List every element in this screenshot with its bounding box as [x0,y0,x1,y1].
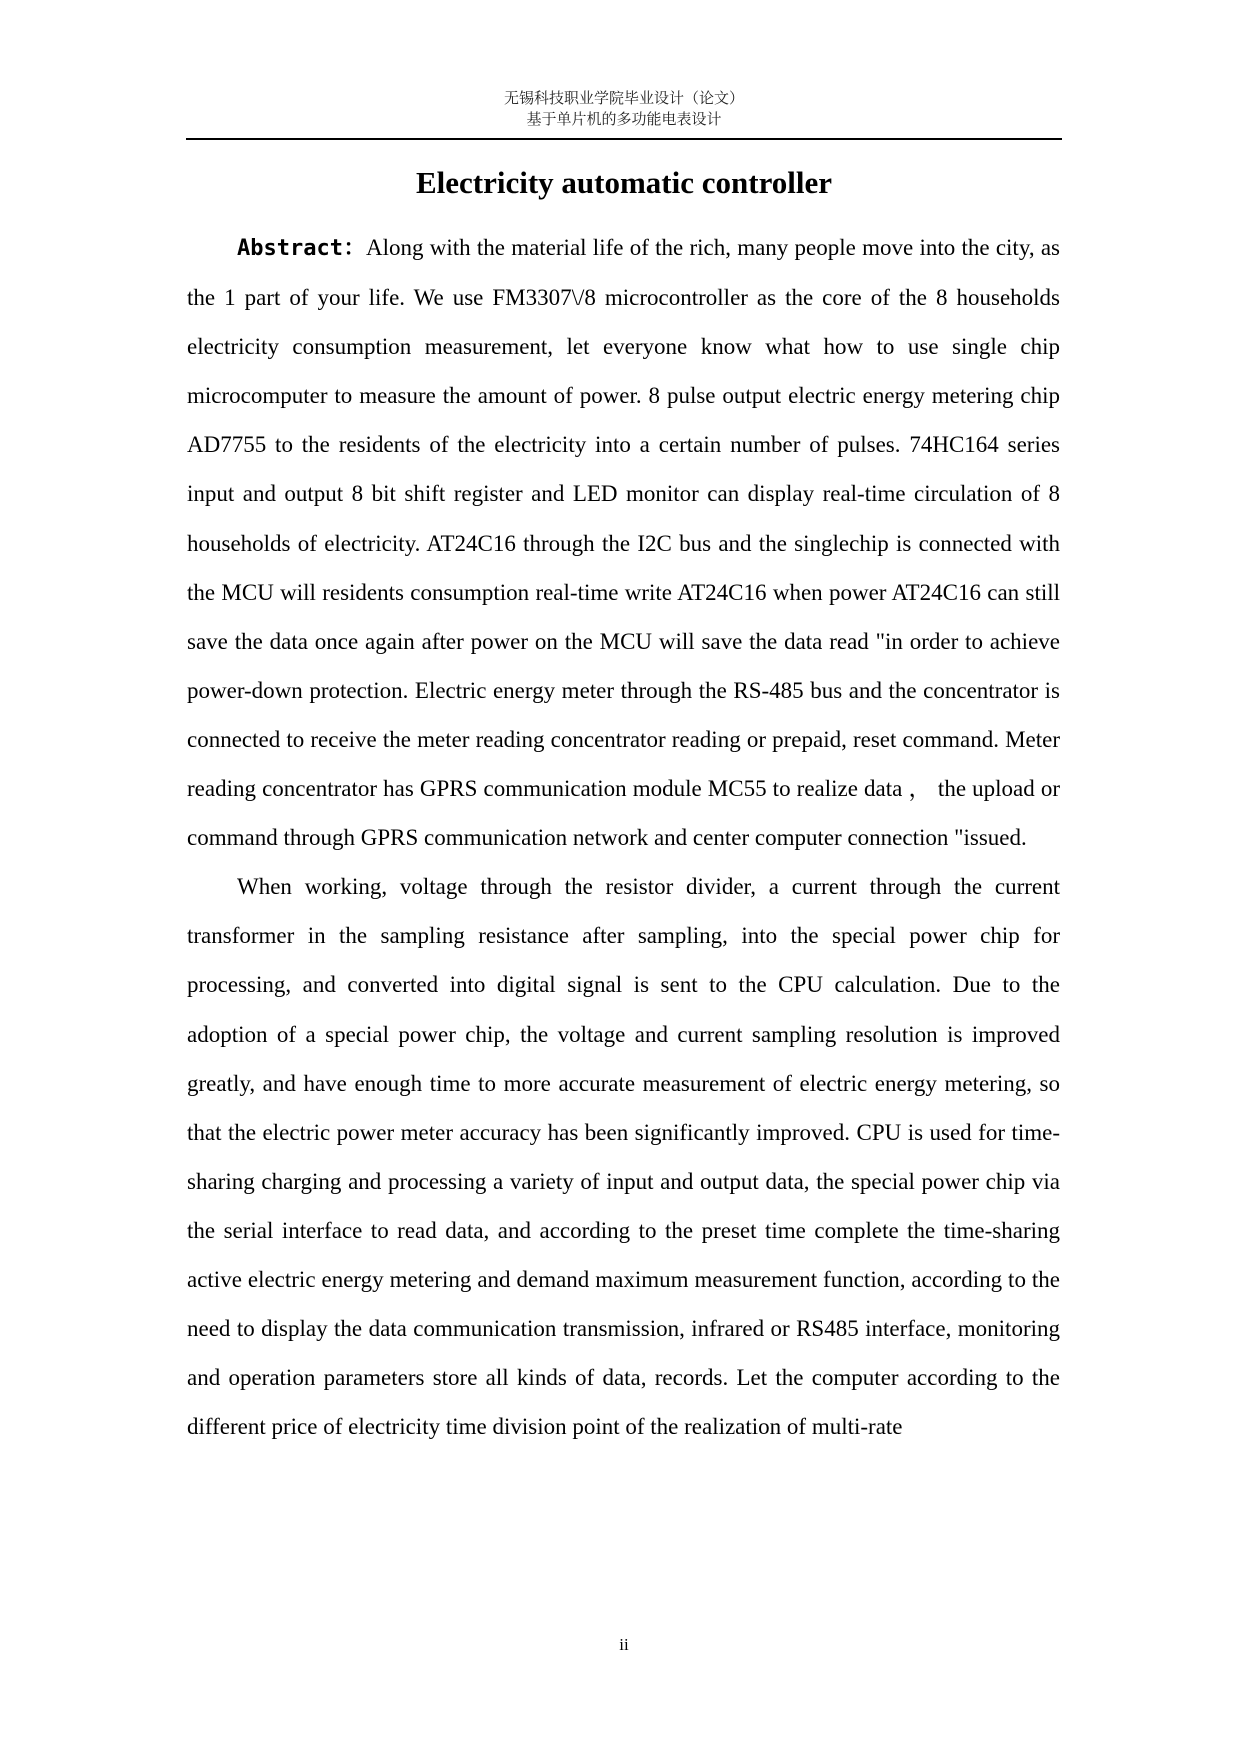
body-paragraph: When working, voltage through the resistor divider, a current through the current transformer in the sampling resistance after sampling, into the special power chip for processing, and converted into digital signal is sent to the CPU calculation. Due to the adoption of a special power chip, the voltage and current sampling resolution is improved greatly, and have enough time to more accurate measurement of electric energy metering, so that the electric power meter accuracy has been significantly improved. CPU is used for time-sharing charging and processing a variety of input and output data, the special power chip via the serial interface to read data, and according to the preset time complete the time-sharing active electric energy metering and demand maximum measurement function, according to the need to display the data communication transmission, infrared or RS485 interface, monitoring and operation parameters store all kinds of data, records. Let the computer according to the different price of electricity time division point of the realization of multi-rate [187,874,1060,1440]
abstract-label: Abstract： [237,236,366,261]
header-rule [186,138,1062,140]
abstract-text: Along with the material life of the rich, many people move into the city, as the 1 part of your life. We use FM3307\/8 microcontroller as the core of the 8 households electricity consumption measurement, let everyone know what how to use single chip microcomputer to measure the amount of power. 8 pulse output electric energy metering chip AD7755 to the residents of the electricity into a certain number of pulses. 74HC164 series input and output 8 bit shift register and LED monitor can display real-time circulation of 8 households of electricity. AT24C16 through the I2C bus and the singlechip is connected with the MCU will residents consumption real-time write AT24C16 when power AT24C16 can still save the data once again after power on the MCU will save the data read "in order to achieve power-down protection. Electric energy meter through the RS-485 bus and the concentrator is connected to receive the meter reading concentrator reading or prepaid, reset command. Meter reading concentrator has GPRS communication module MC55 to realize data ， the upload or command through GPRS communication network and center computer connection "issued. [187,235,1060,851]
header-school-line: 无锡科技职业学院毕业设计（论文） [503,89,744,107]
document-title: Electricity automatic controller [415,165,833,200]
abstract-paragraph [187,223,1060,862]
page-number: ii [619,1635,629,1654]
header-thesis-title: 基于单片机的多功能电表设计 [526,110,722,128]
page-header [186,88,1062,130]
body-text [187,223,1060,1451]
